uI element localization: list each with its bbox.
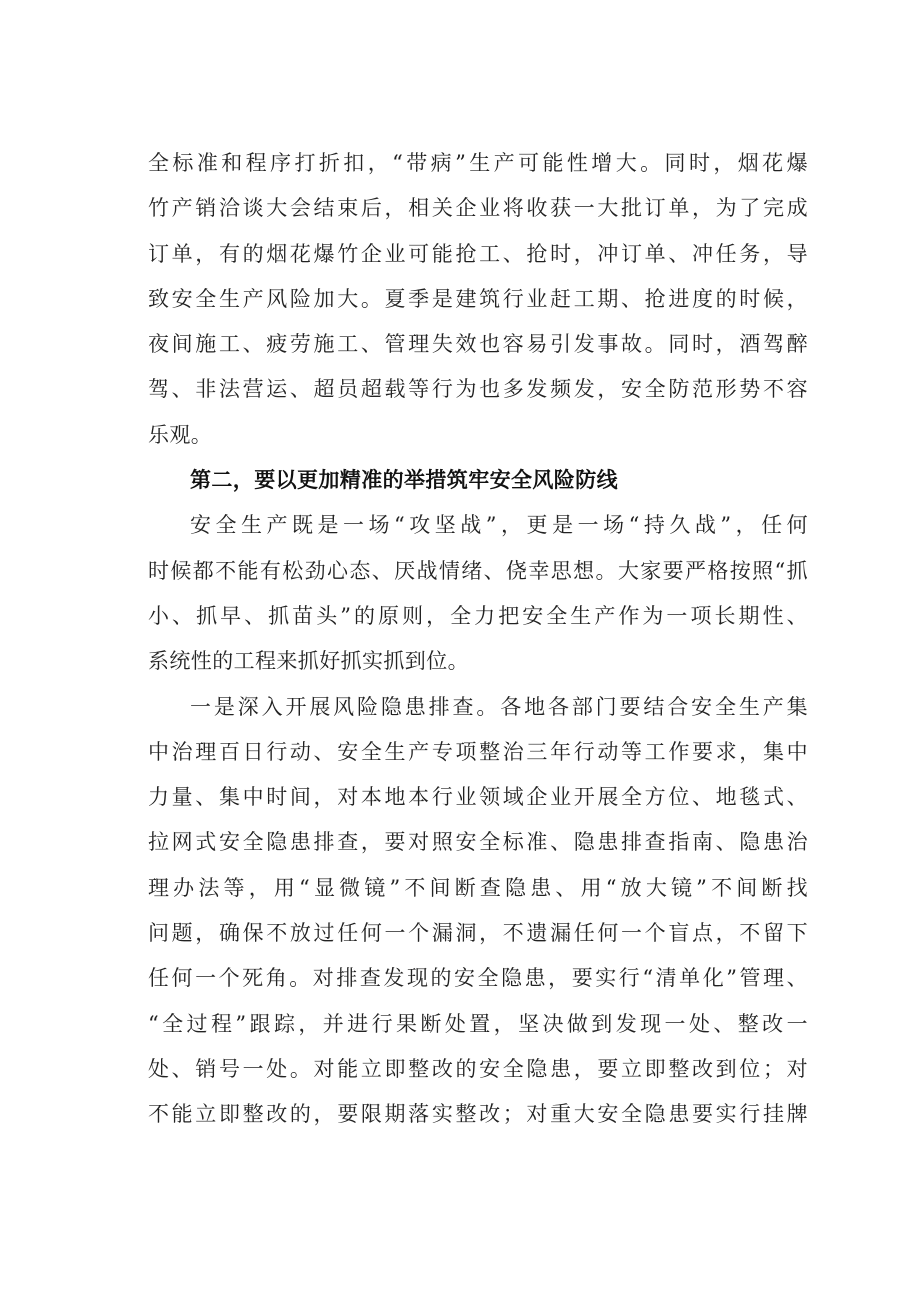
text-line: 乐观。 xyxy=(148,422,213,447)
text-line: 中治理百日行动、安全生产专项整治三年行动等工作要求，集中 xyxy=(148,739,808,764)
paragraph-2 xyxy=(148,503,808,684)
text-line: 一是深入开展风险隐患排查。各地各部门要结合安全生产集 xyxy=(190,694,808,719)
text-line: 夜间施工、疲劳施工、管理失效也容易引发事故。同时，酒驾醉 xyxy=(148,332,808,357)
text-line: 问题，确保不放过任何一个漏洞，不遗漏任何一个盲点，不留下 xyxy=(148,921,808,946)
text-line: 驾、非法营运、超员超载等行为也多发频发，安全防范形势不容 xyxy=(148,377,808,402)
text-line: 处、销号一处。对能立即整改的安全隐患，要立即整改到位；对 xyxy=(148,1056,808,1081)
text-line: 订单，有的烟花爆竹企业可能抢工、抢时，冲订单、冲任务，导 xyxy=(148,241,808,266)
text-line: 小、抓早、抓苗头”的原则，全力把安全生产作为一项长期性、 xyxy=(148,603,808,628)
text-line: 不能立即整改的，要限期落实整改；对重大安全隐患要实行挂牌 xyxy=(148,1102,808,1127)
paragraph-3 xyxy=(148,685,808,1138)
text-line: 拉网式安全隐患排查，要对照安全标准、隐患排查指南、隐患治 xyxy=(148,830,808,855)
text-line: 致安全生产风险加大。夏季是建筑行业赶工期、抢进度的时候， xyxy=(148,286,808,311)
text-line: 力量、集中时间，对本地本行业领域企业开展全方位、地毯式、 xyxy=(148,785,808,810)
paragraph-1 xyxy=(148,141,808,458)
text-line: “全过程”跟踪，并进行果断处置，坚决做到发现一处、整改一 xyxy=(148,1011,808,1036)
text-line: 全标准和程序打折扣，“带病”生产可能性增大。同时，烟花爆 xyxy=(148,151,808,175)
section-heading: 第二，要以更加精准的举措筑牢安全风险防线 xyxy=(190,468,618,493)
text-line: 时候都不能有松劲心态、厌战情绪、侥幸思想。大家要严格按照“抓 xyxy=(148,558,808,583)
text-line: 安全生产既是一场“攻坚战”，更是一场“持久战”，任何 xyxy=(190,513,808,538)
document-body xyxy=(148,141,808,1138)
text-line: 竹产销洽谈大会结束后，相关企业将收获一大批订单，为了完成 xyxy=(148,196,808,221)
text-line: 任何一个死角。对排查发现的安全隐患，要实行“清单化”管理、 xyxy=(148,966,808,991)
text-line: 理办法等，用“显微镜”不间断查隐患、用“放大镜”不间断找 xyxy=(148,875,808,900)
text-line: 系统性的工程来抓好抓实抓到位。 xyxy=(148,649,469,674)
